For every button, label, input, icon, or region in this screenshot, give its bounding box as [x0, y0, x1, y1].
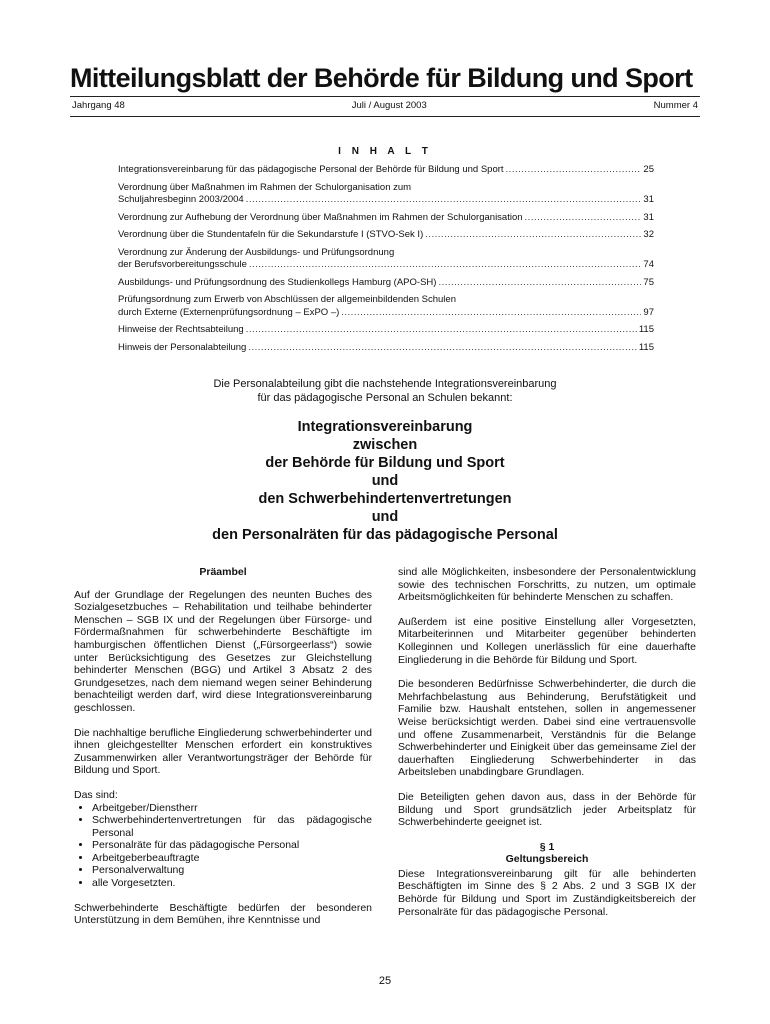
preamble-heading: Präambel: [199, 566, 247, 578]
list-item: • Arbeitgeber/Dienstherr: [92, 802, 372, 815]
body-paragraph: Schwerbehinderte Beschäftigte bedürfen der besonderen Unterstützung in dem Bemühen, ihre Kenntnisse und: [74, 901, 372, 927]
toc-leader: [246, 324, 637, 337]
toc-entry[interactable]: [118, 164, 654, 177]
toc-entry-title-cont: durch Externe (Externenprüfungsordnung – ExPO –): [118, 306, 340, 318]
masthead-rule-bottom: [70, 116, 700, 117]
body-paragraph: Die nachhaltige berufliche Eingliederung schwerbehinderter und ihnen gleichgestellter Menschen erfordert ein konstruktives Zusammenwirken aller Verantwortungsträger der Behörde für Bildung und Sport.: [74, 726, 372, 777]
issue-date: Juli / August 2003: [351, 100, 427, 111]
list-item: • Personalräte für das pädagogische Personal: [92, 839, 372, 852]
contents-heading: I N H A L T: [338, 146, 432, 157]
toc-page-number: 31: [643, 194, 654, 205]
list-item: • Arbeitgeberbeauftragte: [92, 852, 372, 865]
left-column: [74, 566, 372, 939]
agreement-title-line: der Behörde für Bildung und Sport: [265, 455, 505, 471]
toc-entry[interactable]: [118, 182, 654, 207]
toc-page-number: 31: [643, 211, 654, 223]
agreement-title-line: zwischen: [352, 437, 418, 453]
toc-leader: [246, 194, 642, 207]
toc-entry-title: Hinweis der Personalabteilung: [118, 341, 247, 353]
list-item: • Schwerbehindertenvertretungen für das pädagogische Personal: [92, 814, 372, 839]
toc-entry-title: Ausbildungs- und Prüfungsordnung des Studienkollegs Hamburg (APO-SH): [118, 276, 437, 288]
issue-number: Nummer 4: [653, 100, 698, 111]
toc-entry[interactable]: [118, 277, 654, 290]
agreement-title-line: Integrationsvereinbarung: [297, 419, 473, 435]
toc-leader: [506, 164, 642, 177]
toc-entry-title: Prüfungsordnung zum Erwerb von Abschlüssen der allgemeinbildenden Schulen: [118, 294, 456, 305]
toc-page-number: 75: [643, 276, 654, 288]
toc-entry-title: Verordnung zur Änderung der Ausbildungs- und Prüfungsordnung: [118, 246, 395, 258]
agreement-title-line: den Schwerbehindertenvertretungen: [258, 491, 512, 507]
toc-entry-title: Verordnung über die Stundentafeln für die Sekundarstufe I (STVO-Sek I): [118, 229, 424, 240]
volume-label: Jahrgang 48: [72, 100, 125, 111]
toc-page-number: 25: [643, 164, 654, 175]
toc-entry[interactable]: [118, 212, 654, 225]
toc-entry-title: Integrationsvereinbarung für das pädagogische Personal der Behörde für Bildung und Sport: [118, 164, 504, 175]
toc-entry-title: Hinweise der Rechtsabteilung: [118, 324, 244, 335]
toc-page-number: 74: [643, 259, 654, 270]
body-paragraph: Die Beteiligten gehen davon aus, dass in der Behörde für Bildung und Sport grundsätzlich jeder Arbeitsplatz für Schwerbehinderte geeignet ist.: [398, 790, 696, 829]
toc-page-number: 32: [643, 229, 654, 240]
page-number: 25: [378, 975, 392, 987]
toc-entry[interactable]: [118, 342, 654, 355]
body-paragraph: Die besonderen Bedürfnisse Schwerbehinderter, die durch die Mehrfachbelastung aus Behinderung, Berufstätigkeit und Familie bzw. Haushalt entstehen, sollen in angemessener Weise berücksichtigt werden. Dabei sind eine vertrauensvolle und offene Zusammenarbeit, Verständnis für die Belange Schwerbehinderter und Einigkeit über das gemeinsame Ziel der dauerhaften Eingliederung Schwerbehinderter in das Arbeitsleben unabdingbare Grundlagen.: [398, 678, 696, 779]
toc-leader: [248, 342, 637, 355]
toc-entry[interactable]: [118, 294, 654, 319]
intro-line: Die Personalabteilung gibt die nachstehende Integrationsvereinbarung: [213, 378, 557, 390]
toc-entry-title: Verordnung über Maßnahmen im Rahmen der Schulorganisation zum: [118, 181, 412, 193]
section-number: § 1: [539, 840, 555, 853]
list-intro: Das sind:: [74, 788, 118, 801]
toc-leader: [438, 277, 641, 290]
agreement-title-line: und: [371, 473, 399, 489]
intro-line: für das pädagogische Personal an Schulen bekannt:: [257, 391, 513, 404]
intro-notice: [0, 378, 770, 405]
toc-leader: [341, 307, 641, 320]
body-paragraph: Außerdem ist eine positive Einstellung aller Vorgesetzten, Mitarbeiterinnen und Mitarbeiter gegenüber behinderten Kolleginnen und Kollegen unerlässlich für eine dauerhafte Eingliederung in die Behörde für Bildung und Sport.: [398, 615, 696, 666]
publication-title: Mitteilungsblatt der Behörde für Bildung und Sport: [70, 63, 693, 93]
right-column: [398, 566, 696, 930]
list-item: • Personalverwaltung: [92, 864, 372, 877]
body-paragraph: sind alle Möglichkeiten, insbesondere der Personalentwicklung sowie des technischen Forschritts, zu nutzen, um optimale Arbeitsmöglichkeiten für behinderte Menschen zu schaffen.: [398, 566, 696, 604]
agreement-title-line: und: [371, 509, 399, 525]
toc-leader: [525, 212, 642, 225]
list-item: • alle Vorgesetzten.: [92, 877, 372, 890]
masthead: [70, 60, 700, 96]
toc-page-number: 115: [638, 324, 654, 335]
toc-entry[interactable]: [118, 324, 654, 337]
toc-entry[interactable]: [118, 229, 654, 242]
body-paragraph: Diese Integrationsvereinbarung gilt für alle behinderten Beschäftigten im Sinne des § 2 Abs. 2 und 3 SGB IX der Behörde für Bildung und Sport im Zuständigkeitsbereich der Personalräte für das pädagogische Personal.: [398, 867, 696, 918]
toc-entry-title-cont: Schuljahresbeginn 2003/2004: [118, 194, 244, 205]
stakeholder-list: [74, 802, 372, 890]
masthead-rule-top: [70, 96, 700, 97]
agreement-title-line: den Personalräten für das pädagogische Personal: [212, 527, 558, 543]
masthead-meta: [72, 100, 698, 111]
toc-leader: [249, 259, 642, 272]
toc-page-number: 115: [638, 341, 654, 353]
toc-entry-title: Verordnung zur Aufhebung der Verordnung über Maßnahmen im Rahmen der Schulorganisation: [118, 211, 523, 223]
table-of-contents: [118, 164, 654, 359]
section-title: Geltungsbereich: [505, 853, 589, 866]
toc-leader: [425, 229, 641, 242]
body-paragraph: Auf der Grundlage der Regelungen des neunten Buches des Sozialgesetzbuches – Rehabilitation und teilhabe behinderter Menschen – SGB IX und der Regelungen über Fürsorge- und Fördermaßnahmen für schwerbehinderte Beschäftigte im hamburgischen öffentlichen Dienst („Fürsorgeerlass“) sowie unter Berücksichtigung des Gesetzes zur Gleichstellung behinderter Menschen (BGG) und Artikel 3 Absatz 2 des Grundgesetzes, nach dem niemand wegen seiner Behinderung benachteiligt werden darf, wird diese Integrationsvereinbarung geschlossen.: [74, 588, 372, 714]
agreement-title: [0, 418, 770, 544]
toc-entry-title-cont: der Berufsvorbereitungsschule: [118, 259, 247, 270]
toc-entry[interactable]: [118, 247, 654, 272]
toc-page-number: 97: [643, 306, 654, 318]
